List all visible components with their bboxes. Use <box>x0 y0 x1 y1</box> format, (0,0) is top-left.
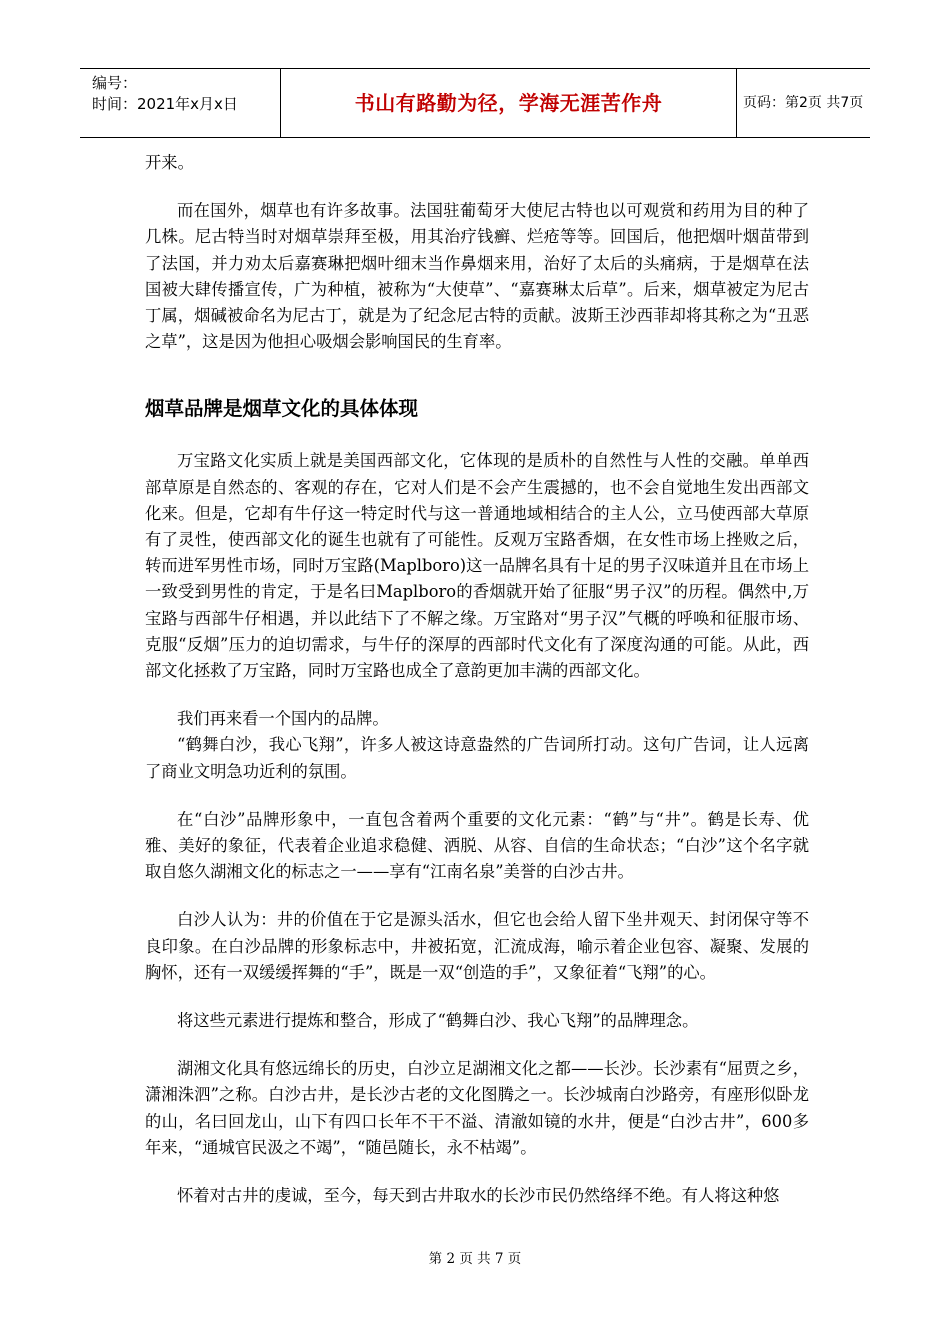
page-header <box>80 68 870 138</box>
page-footer: 第 2 页 共 7 页 <box>428 1251 522 1267</box>
document-number-label: 编号： <box>92 74 138 92</box>
paragraph-continuation: 开来。 <box>145 153 194 172</box>
header-meta <box>80 69 280 137</box>
paragraph-ancient-well: 怀着对古井的虔诚，至今，每天到古井取水的长沙市民仍然络绎不绝。有人将这种悠 <box>177 1186 780 1206</box>
header-page-info: 页码：第2页 共7页 <box>743 95 864 111</box>
header-page-cell <box>735 69 870 137</box>
paragraph-well-meaning: 白沙人认为：井的价值在于它是源头活水，但它也会给人留下坐井观天、封闭保守等不良印象。在白沙品牌的形象标志中，井被拓宽，汇流成海，喻示着企业包容、凝聚、发展的胸怀，还有一双缓缓挥舞的“手”，既是一双“创造的手”，又象征着“飞翔”的心。 <box>145 910 809 982</box>
paragraph-huxiang-culture: 湖湘文化具有悠远绵长的历史，白沙立足湖湘文化之都——长沙。长沙素有“屈贾之乡，潇湘洙泗”之称。白沙古井，是长沙古老的文化图腾之一。长沙城南白沙路旁，有座形似卧龙的山，名曰回龙山，山下有四口长年不干不溢、清澈如镜的水井，便是“白沙古井”，600多年来，“通城官民汲之不竭”，“随邑随长，永不枯竭”。 <box>145 1059 809 1157</box>
header-motto: 书山有路勤为径，学海无涯苦作舟 <box>354 91 663 115</box>
paragraph-baisha-slogan: “鹤舞白沙，我心飞翔”，许多人被这诗意盎然的广告词所打动。这句广告词，让人远离了商业文明急功近利的氛围。 <box>145 735 809 781</box>
section-heading: 烟草品牌是烟草文化的具体体现 <box>145 397 419 421</box>
document-body <box>145 150 809 1209</box>
document-date: 时间：2021年x月x日 <box>92 95 238 113</box>
paragraph-marlboro: 万宝路文化实质上就是美国西部文化，它体现的是质朴的自然性与人性的交融。单单西部草原是自然态的、客观的存在，它对人们是不会产生震撼的，也不会自觉地生发出西部文化来。但是，它却有牛仔这一特定时代与这一普通地域相结合的主人公，立马使西部大草原有了灵性，使西部文化的诞生也就有了可能性。反观万宝路香烟，在女性市场上挫败之后，转而进军男性市场，同时万宝路(Maplboro)这一品牌名具有十足的男子汉味道并且在市场上一致受到男性的肯定，于是名曰Maplboro的香烟就开始了征服“男子汉”的历程。偶然中,万宝路与西部牛仔相遇，并以此结下了不解之缘。万宝路对“男子汉”气概的呼唤和征服市场、克服“反烟”压力的迫切需求，与牛仔的深厚的西部时代文化有了深度沟通的可能。从此，西部文化拯救了万宝路，同时万宝路也成全了意韵更加丰满的西部文化。 <box>145 451 809 681</box>
header-motto-cell <box>280 69 737 137</box>
paragraph-brand-concept: 将这些元素进行提炼和整合，形成了“鹤舞白沙、我心飞翔”的品牌理念。 <box>177 1011 699 1031</box>
paragraph-baisha-elements: 在“白沙”品牌形象中，一直包含着两个重要的文化元素：“鹤”与“井”。鹤是长寿、优雅、美好的象征，代表着企业追求稳健、洒脱、从容、自信的生命状态；“白沙”这个名字就取自悠久湖湘文化的标志之一——享有“江南名泉”美誉的白沙古井。 <box>145 809 809 882</box>
paragraph-nicot-story: 而在国外，烟草也有许多故事。法国驻葡萄牙大使尼古特也以可观赏和药用为目的种了几株。尼古特当时对烟草崇拜至极，用其治疗钱癣、烂疮等等。回国后，他把烟叶烟苗带到了法国，并力劝太后嘉赛琳把烟叶细末当作鼻烟来用，治好了太后的头痛病，于是烟草在法国被大肆传播宣传，广为种植，被称为“大使草”、“嘉赛琳太后草”。后来，烟草被定为尼古丁属，烟碱被命名为尼古丁，就是为了纪念尼古特的贡献。波斯王沙西菲却将其称之为“丑恶之草”，这是因为他担心吸烟会影响国民的生育率。 <box>145 201 809 352</box>
paragraph-domestic-brand-intro: 我们再来看一个国内的品牌。 <box>177 709 389 729</box>
